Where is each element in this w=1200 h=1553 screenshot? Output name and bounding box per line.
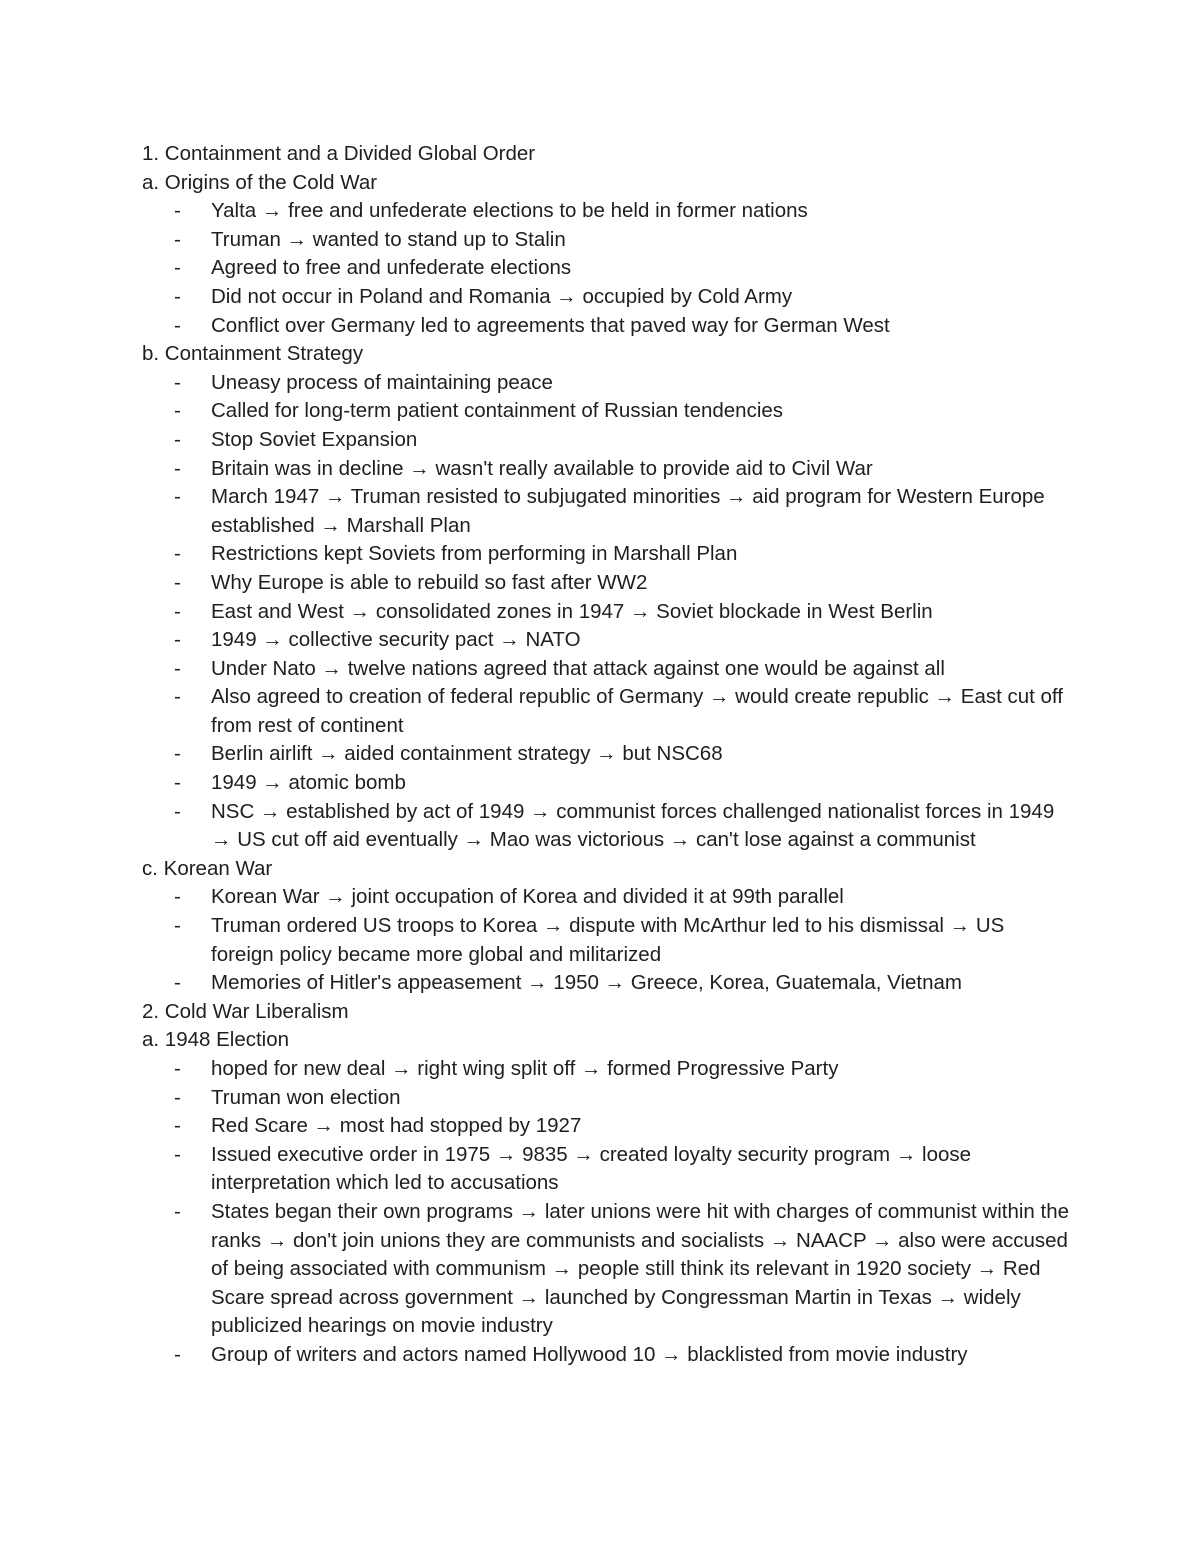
bullet-item (142, 397, 1072, 426)
bullet-item (142, 1198, 1072, 1341)
bullet-text: 1949 → collective security pact → NATO (211, 628, 581, 652)
bullet-text: Conflict over Germany led to agreements that paved way for German West (211, 313, 890, 337)
bullet-text: Under Nato → twelve nations agreed that attack against one would be against all (211, 656, 945, 680)
bullet-list (142, 883, 1072, 997)
bullet-list (142, 197, 1072, 340)
bullet-item (142, 683, 1072, 740)
bullet-item (142, 1112, 1072, 1141)
bullet-text: Also agreed to creation of federal republic of Germany → would create republic → East cut off from rest of continent (211, 685, 1063, 737)
dash-bullet-icon: - (174, 1342, 181, 1366)
subsection-origins-of-cold-war (142, 169, 1072, 341)
bullet-text: Why Europe is able to rebuild so fast after WW2 (211, 570, 648, 594)
bullet-item (142, 626, 1072, 655)
dash-bullet-icon: - (174, 799, 181, 823)
dash-bullet-icon: - (174, 542, 181, 566)
bullet-item (142, 1341, 1072, 1370)
dash-bullet-icon: - (174, 885, 181, 909)
dash-bullet-icon: - (174, 1085, 181, 1109)
document-page (142, 140, 1072, 1370)
bullet-item (142, 197, 1072, 226)
bullet-item (142, 598, 1072, 627)
dash-bullet-icon: - (174, 199, 181, 223)
bullet-text: Britain was in decline → wasn't really available to provide aid to Civil War (211, 456, 873, 480)
bullet-text: Truman → wanted to stand up to Stalin (211, 227, 566, 251)
subsection-heading: a. Origins of the Cold War (142, 170, 378, 194)
dash-bullet-icon: - (174, 456, 181, 480)
bullet-item (142, 655, 1072, 684)
bullet-text: hoped for new deal → right wing split off → formed Progressive Party (211, 1057, 839, 1080)
bullet-item (142, 312, 1072, 341)
subsection-heading: b. Containment Strategy (142, 342, 364, 366)
bullet-item (142, 426, 1072, 455)
bullet-text: Korean War → joint occupation of Korea and divided it at 99th parallel (211, 885, 844, 909)
dash-bullet-icon: - (174, 1142, 181, 1166)
bullet-text: Issued executive order in 1975 → 9835 → created loyalty security program → loose interpretation which led to accusations (211, 1142, 972, 1195)
bullet-text: Red Scare → most had stopped by 1927 (211, 1114, 582, 1138)
dash-bullet-icon: - (174, 742, 181, 766)
bullet-item (142, 798, 1072, 855)
bullet-text: Restrictions kept Soviets from performing in Marshall Plan (211, 542, 738, 566)
dash-bullet-icon: - (174, 1057, 181, 1080)
bullet-item (142, 883, 1072, 912)
bullet-item (142, 283, 1072, 312)
dash-bullet-icon: - (174, 256, 181, 280)
bullet-text: March 1947 → Truman resisted to subjugated minorities → aid program for Western Europe established → Marshall Plan (211, 485, 1045, 537)
dash-bullet-icon: - (174, 399, 181, 423)
dash-bullet-icon: - (174, 656, 181, 680)
section-heading: 2. Cold War Liberalism (142, 999, 349, 1023)
bullet-text: Berlin airlift → aided containment strategy → but NSC68 (211, 742, 723, 766)
bullet-item (142, 1141, 1072, 1198)
bullet-text: Group of writers and actors named Hollywood 10 → blacklisted from movie industry (211, 1342, 968, 1366)
bullet-item (142, 912, 1072, 969)
bullet-list (142, 1055, 1072, 1370)
bullet-text: Uneasy process of maintaining peace (211, 370, 553, 394)
bullet-item (142, 1055, 1072, 1084)
dash-bullet-icon: - (174, 570, 181, 594)
bullet-text: States began their own programs → later unions were hit with charges of communist within the ranks → don't join unions they are communists and socialists → NAACP → also were accused of being associated with communism → people still think its relevant in 1920 society → Red Scare spread across government → launched by Congressman Martin in Texas → widely publicized hearings on movie industry (211, 1199, 1069, 1338)
bullet-text: 1949 → atomic bomb (211, 771, 406, 795)
dash-bullet-icon: - (174, 771, 181, 795)
bullet-item (142, 369, 1072, 398)
bullet-item (142, 569, 1072, 598)
bullet-text: East and West → consolidated zones in 1947 → Soviet blockade in West Berlin (211, 599, 933, 623)
bullet-text: Memories of Hitler's appeasement → 1950 → Greece, Korea, Guatemala, Vietnam (211, 971, 963, 995)
subsection-containment-strategy (142, 340, 1072, 855)
dash-bullet-icon: - (174, 685, 181, 709)
bullet-text: Called for long-term patient containment of Russian tendencies (211, 399, 784, 423)
dash-bullet-icon: - (174, 628, 181, 652)
bullet-text: NSC → established by act of 1949 → communist forces challenged nationalist forces in 1949 → US cut off aid eventually → Mao was victorious → can't lose against a communist (211, 799, 1055, 852)
bullet-text: Yalta → free and unfederate elections to be held in former nations (211, 199, 808, 223)
subsection-heading: a. 1948 Election (142, 1028, 290, 1052)
subsection-1948-election (142, 1026, 1072, 1369)
dash-bullet-icon: - (174, 370, 181, 394)
bullet-item (142, 483, 1072, 540)
bullet-item (142, 1084, 1072, 1113)
dash-bullet-icon: - (174, 485, 181, 509)
dash-bullet-icon: - (174, 427, 181, 451)
dash-bullet-icon: - (174, 599, 181, 623)
bullet-text: Truman ordered US troops to Korea → dispute with McArthur led to his dismissal → US foreign policy became more global and militarized (211, 914, 1005, 966)
bullet-text: Did not occur in Poland and Romania → occupied by Cold Army (211, 284, 793, 308)
bullet-text: Stop Soviet Expansion (211, 427, 418, 451)
bullet-item (142, 740, 1072, 769)
dash-bullet-icon: - (174, 1114, 181, 1138)
dash-bullet-icon: - (174, 313, 181, 337)
section-2 (142, 998, 1072, 1370)
section-heading: 1. Containment and a Divided Global Order (142, 142, 536, 165)
bullet-item (142, 226, 1072, 255)
bullet-list (142, 369, 1072, 855)
dash-bullet-icon: - (174, 971, 181, 995)
dash-bullet-icon: - (174, 284, 181, 308)
bullet-text: Agreed to free and unfederate elections (211, 256, 572, 280)
dash-bullet-icon: - (174, 1199, 181, 1223)
dash-bullet-icon: - (174, 227, 181, 251)
bullet-item (142, 969, 1072, 998)
bullet-text: Truman won election (211, 1085, 401, 1109)
subsection-korean-war (142, 855, 1072, 998)
section-1 (142, 140, 1072, 998)
subsection-heading: c. Korean War (142, 856, 273, 880)
bullet-item (142, 769, 1072, 798)
bullet-item (142, 254, 1072, 283)
dash-bullet-icon: - (174, 914, 181, 938)
bullet-item (142, 455, 1072, 484)
bullet-item (142, 540, 1072, 569)
